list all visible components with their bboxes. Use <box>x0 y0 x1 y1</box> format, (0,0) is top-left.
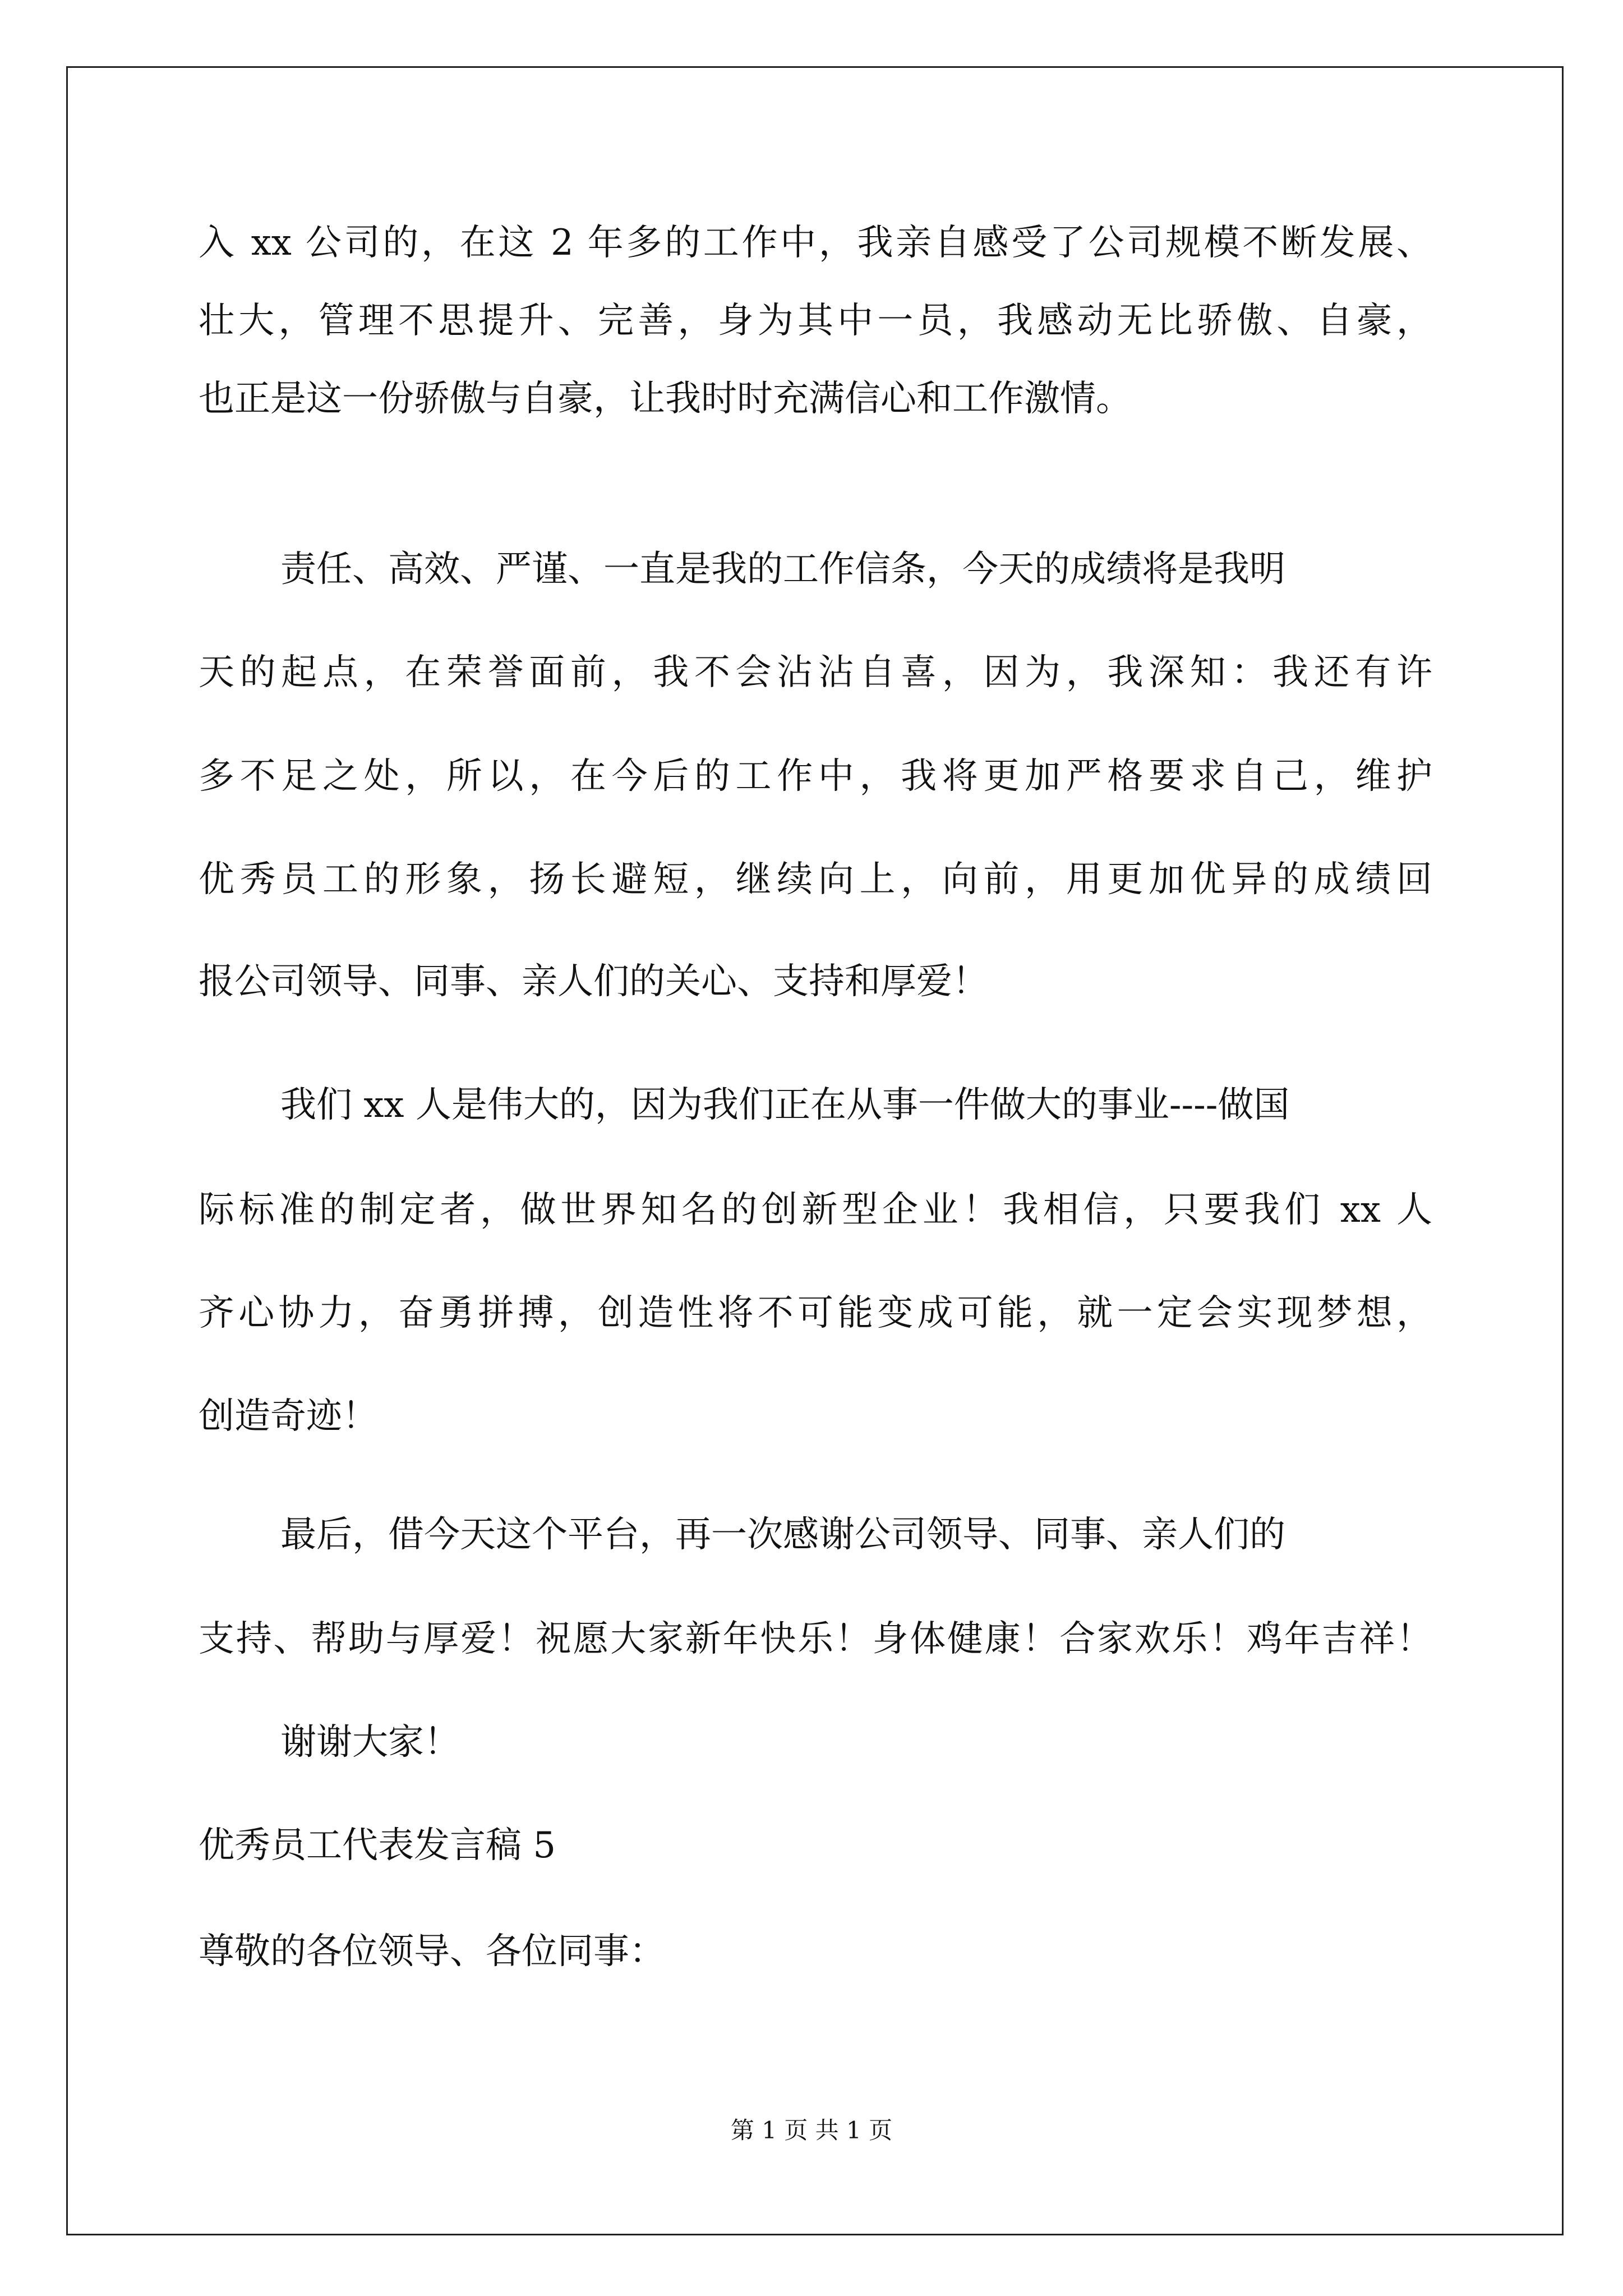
section-title: 优秀员工代表发言稿 5 <box>199 1825 556 1866</box>
paragraph-4-line-2: 支持、帮助与厚爱！祝愿大家新年快乐！身体健康！合家欢乐！鸡年吉祥！ <box>199 1618 1432 1660</box>
paragraph-1-line-2: 壮大，管理不思提升、完善，身为其中一员，我感动无比骄傲、自豪， <box>199 300 1432 342</box>
paragraph-1-line-1: 入 xx 公司的，在这 2 年多的工作中，我亲自感受了公司规模不断发展、 <box>199 222 1432 264</box>
paragraph-2-line-2: 天的起点，在荣誉面前，我不会沾沾自喜，因为，我深知：我还有许 <box>199 652 1432 693</box>
paragraph-2-line-1: 责任、高效、严谨、一直是我的工作信条，今天的成绩将是我明 <box>280 549 1285 590</box>
closing-thanks: 谢谢大家！ <box>280 1722 460 1763</box>
paragraph-3-line-1: 我们 xx 人是伟大的，因为我们正在从事一件做大的事业----做国 <box>280 1084 1290 1126</box>
paragraph-4-line-1: 最后，借今天这个平台，再一次感谢公司领导、同事、亲人们的 <box>280 1514 1285 1556</box>
salutation: 尊敬的各位领导、各位同事： <box>199 1931 665 1972</box>
paragraph-2-line-5: 报公司领导、同事、亲人们的关心、支持和厚爱！ <box>199 961 988 1002</box>
paragraph-2-line-4: 优秀员工的形象，扬长避短，继续向上，向前，用更加优异的成绩回 <box>199 859 1432 900</box>
paragraph-3-line-4: 创造奇迹！ <box>199 1396 378 1437</box>
paragraph-3-line-3: 齐心协力，奋勇拼搏，创造性将不可能变成可能，就一定会实现梦想， <box>199 1292 1432 1334</box>
paragraph-2-line-3: 多不足之处，所以，在今后的工作中，我将更加严格要求自己，维护 <box>199 756 1432 797</box>
paragraph-3-line-2: 际标准的制定者，做世界知名的创新型企业！我相信，只要我们 xx 人 <box>199 1189 1432 1231</box>
page-number-footer: 第 1 页 共 1 页 <box>730 2116 893 2144</box>
paragraph-1-line-3: 也正是这一份骄傲与自豪，让我时时充满信心和工作激情。 <box>199 378 1132 420</box>
